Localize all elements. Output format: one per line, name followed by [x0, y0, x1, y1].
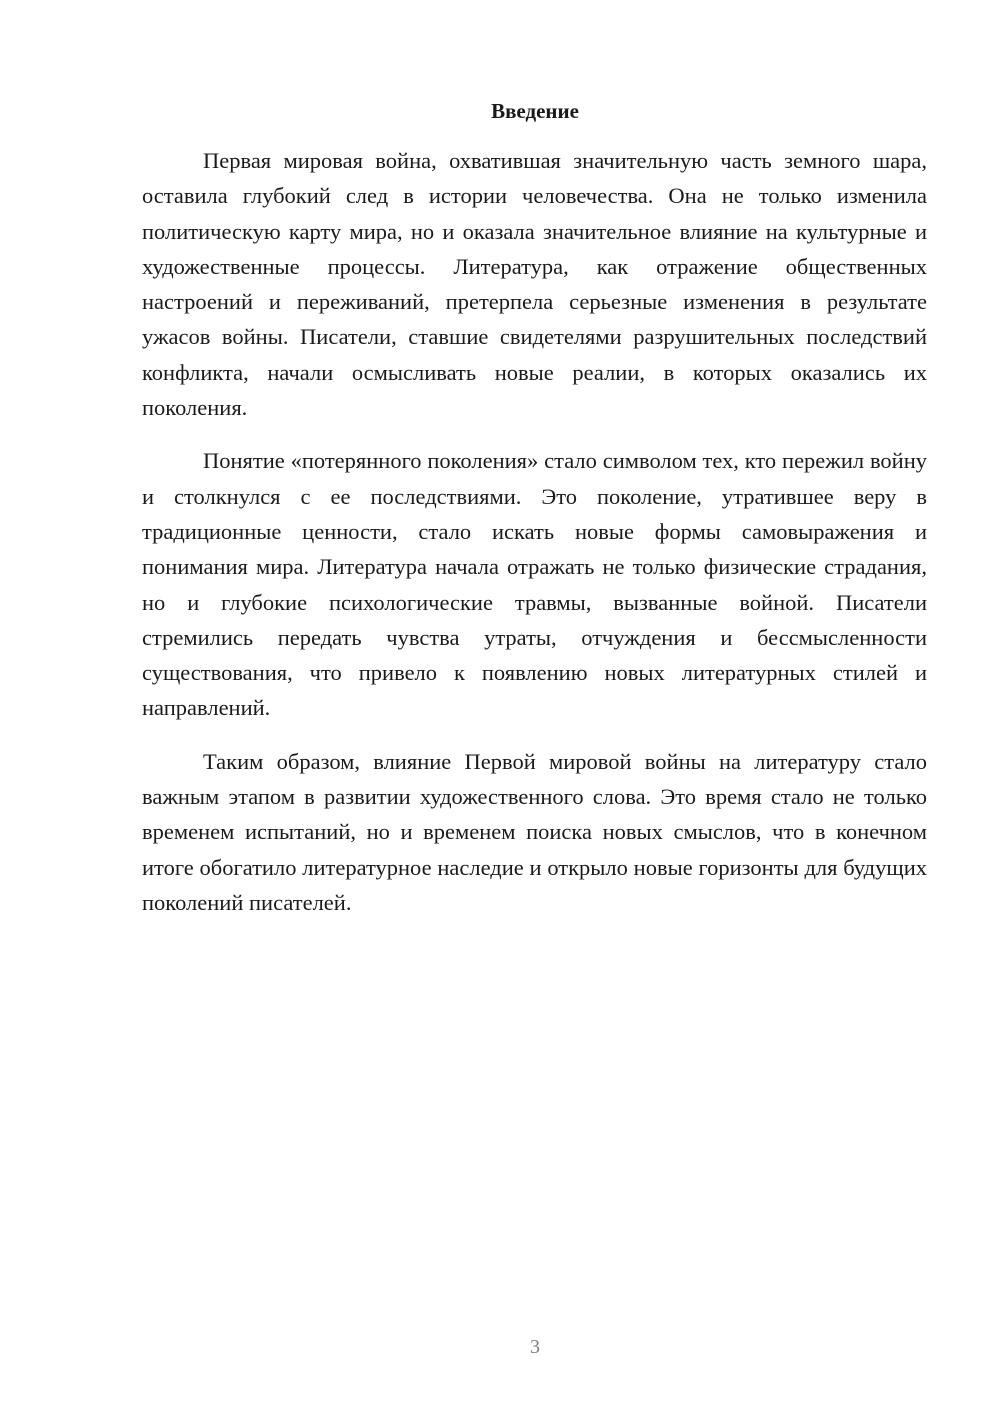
page-number: 3 [530, 1336, 540, 1358]
paragraph: Понятие «потерянного поколения» стало символом тех, кто пережил войну и столкнулся с ее последствиями. Это поколение, утратившее веру в традиционные ценности, стало искать новые формы самовыражения и понимания мира. Литература начала отражать не только физические страдания, но и глубокие психологические травмы, вызванные войной. Писатели стремились передать чувства утраты, отчуждения и бессмысленности существования, что привело к появлению новых литературных стилей и направлений. [142, 448, 927, 721]
body-text [142, 143, 927, 938]
paragraph: Первая мировая война, охватившая значительную часть земного шара, оставила глубокий след в истории человечества. Она не только изменила политическую карту мира, но и оказала значительное влияние на культурные и художественные процессы. Литература, как отражение общественных настроений и переживаний, претерпела серьезные изменения в результате ужасов войны. Писатели, ставшие свидетелями разрушительных последствий конфликта, начали осмысливать новые реалии, в которых оказались их поколения. [142, 148, 927, 421]
paragraph: Таким образом, влияние Первой мировой войны на литературу стало важным этапом в развитии художественного слова. Это время стало не только временем испытаний, но и временем поиска новых смыслов, что в конечном итоге обогатило литературное наследие и открыло новые горизонты для будущих поколений писателей. [142, 748, 927, 915]
section-heading: Введение [491, 99, 579, 123]
